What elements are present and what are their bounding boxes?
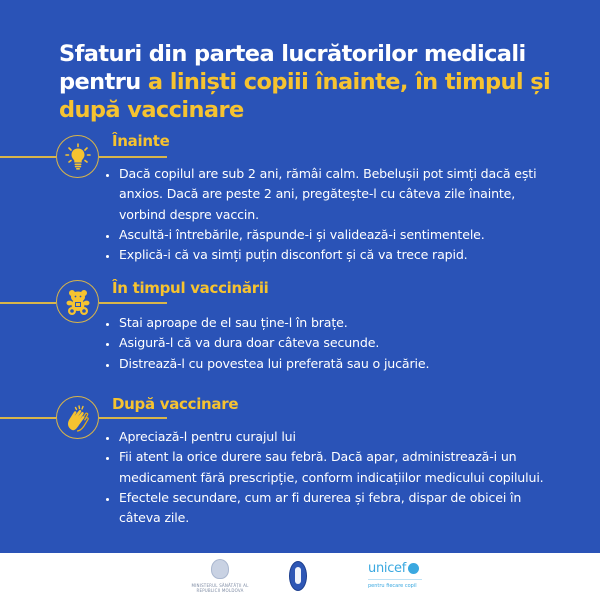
page-title: [59, 40, 579, 124]
section-heading: Înainte: [112, 132, 170, 150]
clapping-hands-icon: [64, 404, 92, 432]
list-item: • Ascultă-i întrebările, răspunde-i și validează-i sentimentele.: [119, 225, 559, 245]
list-item: • Stai aproape de el sau ține-l în brațe.: [119, 313, 559, 333]
list-item: • Apreciază-l pentru curajul lui: [119, 427, 559, 447]
unicef-tagline: pentru fiecare copil: [368, 583, 417, 589]
divider-line: [99, 417, 167, 419]
title-highlight: a liniști copiii înainte, în timpul și după vaccinare: [59, 69, 551, 123]
divider-line: [99, 156, 167, 158]
unicef-globe-icon: [408, 563, 419, 574]
divider-line: [0, 302, 56, 304]
title-white: Sfaturi din partea lucrătorilor medicali pentru: [59, 41, 526, 95]
icon-circle: [56, 135, 99, 178]
list-item: • Dacă copilul are sub 2 ani, rămâi calm. Bebelușii pot simți dacă ești anxios. Dacă are peste 2 ani, pregătește-l cu câteva zile înainte, vorbind despre vaccin.: [119, 164, 559, 225]
unicef-wordmark: unicef: [368, 561, 407, 576]
bullet-list: [101, 313, 559, 374]
footer-logos: [0, 553, 600, 600]
bullet-list: [101, 164, 559, 265]
icon-circle: [56, 396, 99, 439]
unicef-logo: [368, 561, 438, 589]
list-item: • Asigură-l că va dura doar câteva secunde.: [119, 333, 559, 353]
bullet-list: [101, 427, 559, 528]
icon-circle: [56, 280, 99, 323]
teddy-bear-icon: [64, 288, 92, 316]
divider-line: [368, 579, 422, 580]
section-heading: În timpul vaccinării: [112, 279, 269, 297]
ministry-logo: [185, 559, 255, 593]
list-item: • Explică-i că va simți puțin disconfort și că va trece rapid.: [119, 245, 559, 265]
divider-line: [0, 156, 56, 158]
list-item: • Distrează-l cu povestea lui preferată sau o jucărie.: [119, 354, 559, 374]
list-item: • Efectele secundare, cum ar fi durerea și febra, dispar de obicei în câteva zile.: [119, 488, 559, 529]
section-heading: După vaccinare: [112, 395, 239, 413]
divider-line: [0, 417, 56, 419]
divider-line: [99, 302, 167, 304]
lightbulb-icon: [65, 143, 91, 171]
list-item: • Fii atent la orice durere sau febră. Dacă apar, administrează-i un medicament fără prescripție, conform indicațiilor medicului copilului.: [119, 447, 559, 488]
ministry-name: MINISTERUL SĂNĂTĂȚII AL REPUBLICII MOLDOVA: [191, 583, 249, 593]
medical-emblem-icon: [289, 561, 307, 591]
coat-of-arms-icon: [211, 559, 229, 579]
